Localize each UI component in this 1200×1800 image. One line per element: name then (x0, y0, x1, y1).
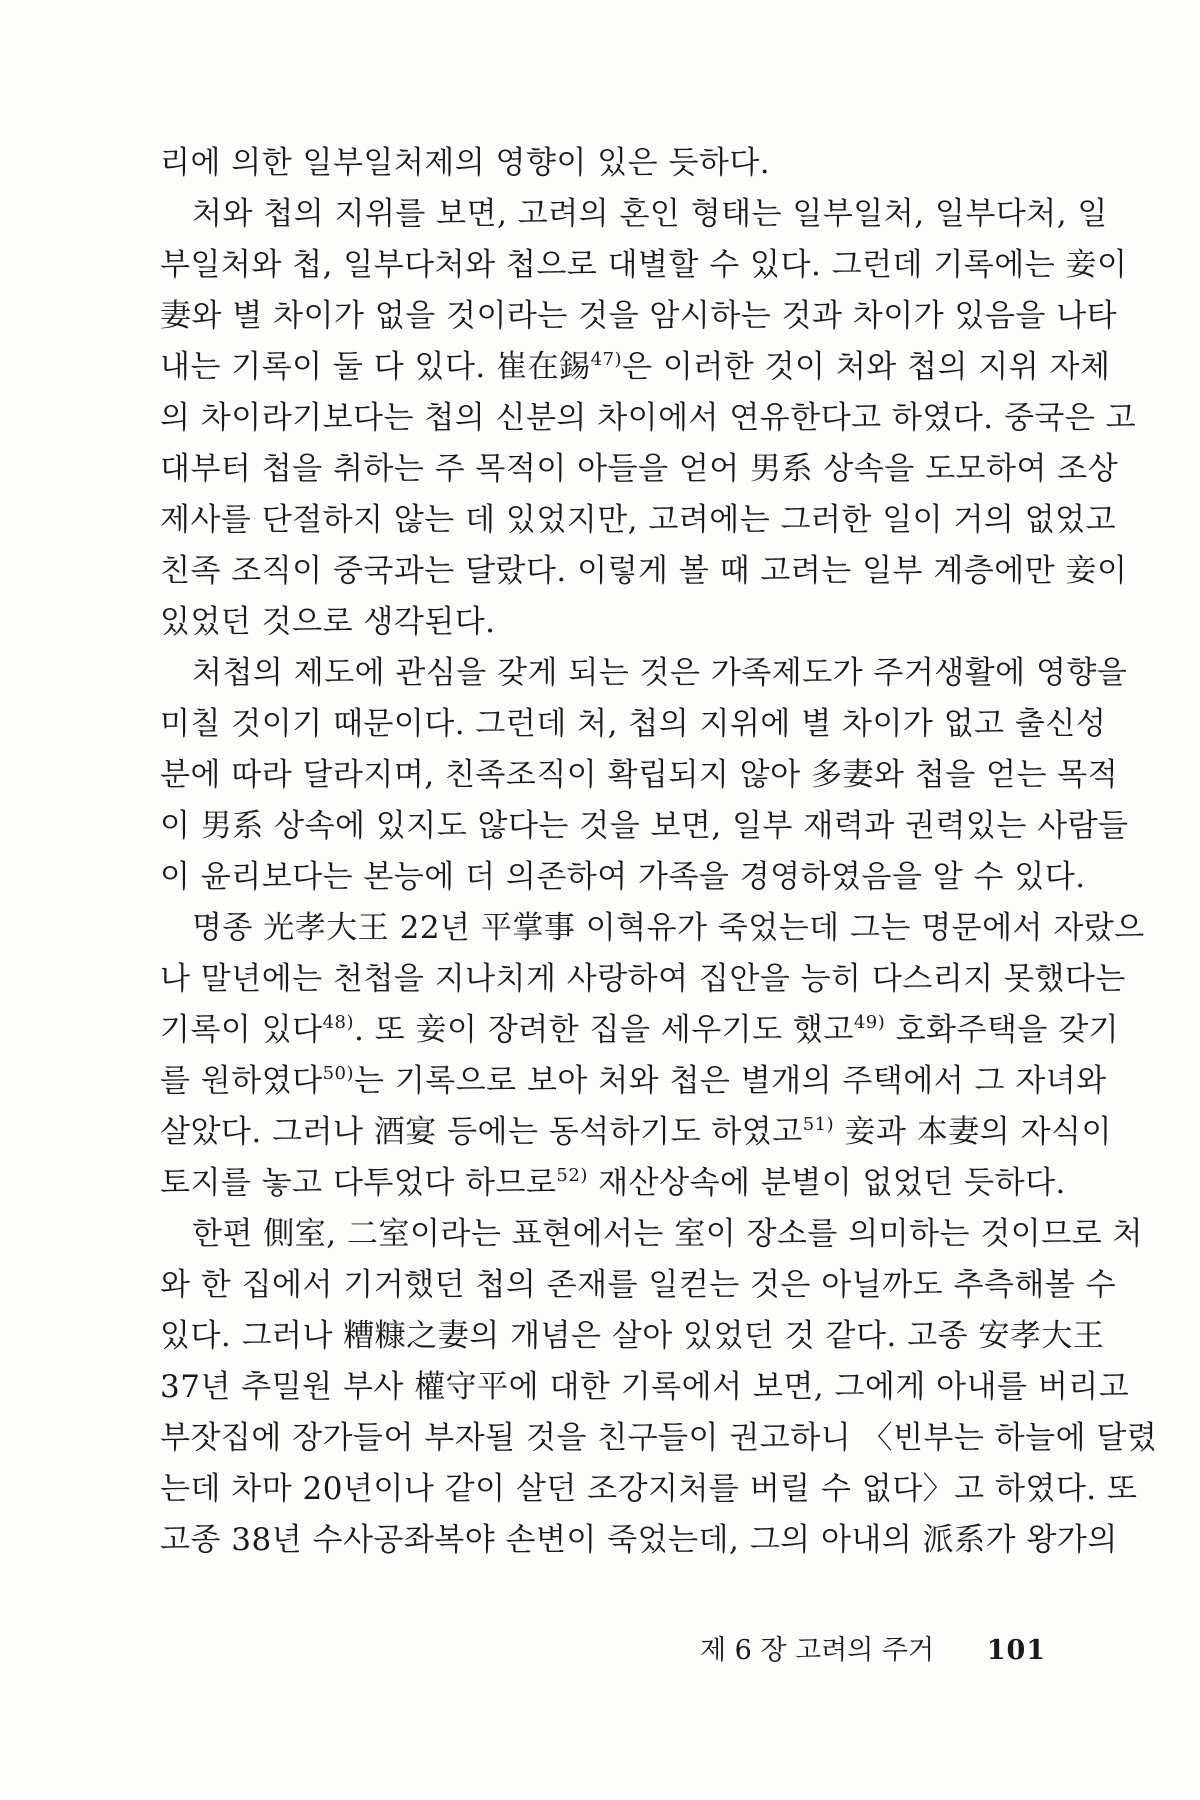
page-footer (700, 1628, 1060, 1667)
page-number: 101 (986, 1635, 1047, 1666)
text-line: 부잣집에 장가들어 부자될 것을 친구들이 권고하니 〈빈부는 하늘에 달렸 (160, 1420, 1158, 1456)
text-line: 내는 기록이 둘 다 있다. 崔在錫$^{47)}$은 이러한 것이 처와 첩의 지위 자체 (160, 349, 1111, 385)
text-line: 한편 側室, 二室이라는 표현에서는 室이 장소를 의미하는 것이므로 처 (192, 1216, 1143, 1252)
text-line: 살았다. 그러나 酒宴 등에는 동석하기도 하였고$^{51)}$ 妾과 本妻의 자식이 (160, 1114, 1112, 1150)
text-line: 를 원하였다$^{50)}$는 기록으로 보아 처와 첩은 별개의 주택에서 그 자녀와 (160, 1063, 1107, 1099)
text-line: 리에 의한 일부일처제의 영향이 있은 듯하다. (160, 145, 771, 181)
footnote-ref: 47) (590, 349, 623, 370)
text-line: 처와 첩의 지위를 보면, 고려의 혼인 형태는 일부일처, 일부다처, 일 (192, 196, 1108, 232)
footnote-ref: 49) (853, 1012, 886, 1033)
text-line: 기록이 있다$^{48)}$. 또 妾이 장려한 집을 세우기도 했고$^{49)}$ 호화주택을 갖기 (160, 1012, 1120, 1048)
text-line: 부일처와 첩, 일부다처와 첩으로 대별할 수 있다. 그런데 기록에는 妾이 (160, 247, 1128, 283)
text-line: 와 한 집에서 기거했던 첩의 존재를 일컫는 것은 아닐까도 추측해볼 수 (160, 1267, 1117, 1303)
text-line: 토지를 놓고 다투었다 하므로$^{52)}$ 재산상속에 분별이 없었던 듯하다. (160, 1165, 1066, 1201)
text-line: 37년 추밀원 부사 權守平에 대한 기록에서 보면, 그에게 아내를 버리고 (160, 1369, 1130, 1405)
text-line: 미칠 것이기 때문이다. 그런데 처, 첩의 지위에 별 차이가 없고 출신성 (160, 706, 1107, 742)
text-line: 이 男系 상속에 있지도 않다는 것을 보면, 일부 재력과 권력있는 사람들 (160, 808, 1129, 844)
text-line: 고종 38년 수사공좌복야 손변이 죽었는데, 그의 아내의 派系가 왕가의 (160, 1522, 1118, 1558)
text-line: 대부터 첩을 취하는 주 목적이 아들을 얻어 男系 상속을 도모하여 조상 (160, 451, 1119, 487)
text-line: 는데 차마 20년이나 같이 살던 조강지처를 버릴 수 없다〉고 하였다. 또 (160, 1471, 1138, 1507)
text-line: 이 윤리보다는 본능에 더 의존하여 가족을 경영하였음을 알 수 있다. (160, 859, 1086, 895)
text-line: 친족 조직이 중국과는 달랐다. 이렇게 볼 때 고려는 일부 계층에만 妾이 (160, 553, 1128, 589)
text-line: 의 차이라기보다는 첩의 신분의 차이에서 연유한다고 하였다. 중국은 고 (160, 400, 1137, 436)
footnote-ref: 48) (322, 1012, 355, 1033)
footnote-ref: 50) (322, 1063, 355, 1084)
text-line: 있다. 그러나 糟糠之妻의 개념은 살아 있었던 것 같다. 고종 安孝大王 (160, 1318, 1105, 1354)
text-line: 분에 따라 달라지며, 친족조직이 확립되지 않아 多妻와 첩을 얻는 목적 (160, 757, 1119, 793)
footnote-ref: 51) (802, 1114, 835, 1135)
text-line: 제사를 단절하지 않는 데 있었지만, 고려에는 그러한 일이 거의 없었고 (160, 502, 1117, 538)
text-line: 명종 光孝大王 22년 平掌事 이혁유가 죽었는데 그는 명문에서 자랐으 (192, 910, 1145, 946)
body-text (160, 138, 1158, 1566)
text-line: 妻와 별 차이가 없을 것이라는 것을 암시하는 것과 차이가 있음을 나타 (160, 298, 1118, 334)
text-line: 나 말년에는 천첩을 지나치게 사랑하여 집안을 능히 다스리지 못했다는 (160, 961, 1126, 997)
text-line: 있었던 것으로 생각된다. (160, 604, 496, 640)
text-line: 처첩의 제도에 관심을 갖게 되는 것은 가족제도가 주거생활에 영향을 (192, 655, 1128, 691)
footnote-ref: 52) (556, 1165, 588, 1186)
chapter-title: 제 6 장 고려의 주거 (700, 1635, 935, 1666)
